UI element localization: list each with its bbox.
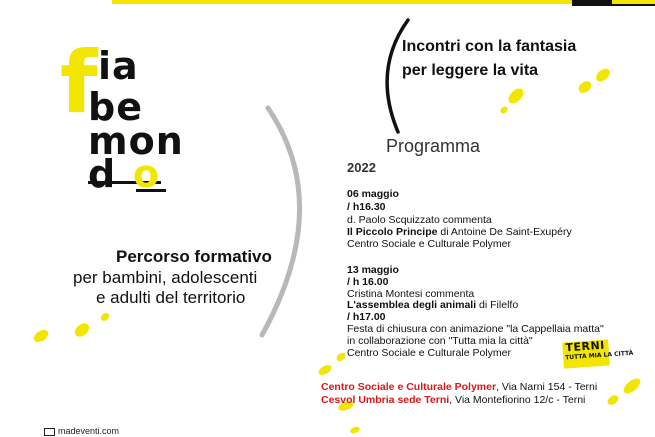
logo-big-f: f: [60, 33, 98, 133]
event2-time: / h 16.00: [347, 276, 389, 288]
logo-row-be: be: [88, 85, 143, 129]
event2-author: di Filelfo: [476, 299, 519, 311]
yellow-dot: [99, 311, 110, 322]
event2-time2: / h17.00: [347, 311, 386, 323]
yellow-dot: [576, 79, 593, 95]
badge-title: TERNI: [565, 338, 606, 355]
event2-date: 13 maggio: [347, 264, 399, 276]
location-2-address: , Via Montefiorino 12/c - Terni: [449, 394, 586, 406]
event2-book: L'assemblea degli animali: [347, 299, 477, 311]
event2-speaker: Cristina Montesi commenta: [347, 288, 475, 300]
event2-book-line: [347, 299, 518, 311]
location-1-address: , Via Narni 154 - Terni: [496, 381, 598, 393]
event1-date: 06 maggio: [347, 188, 399, 200]
location-1: [321, 381, 597, 393]
top-yellow-band: [112, 0, 572, 4]
logo-accent-o: o: [133, 152, 161, 196]
event1-speaker: d. Paolo Scquizzato commenta: [347, 214, 492, 226]
terni-badge: [562, 338, 634, 368]
event2-closing: Festa di chiusura con animazione "la Cappellaia matta": [347, 323, 604, 335]
brand-mark-icon: [44, 428, 55, 436]
yellow-dot: [499, 105, 509, 115]
yellow-dot: [506, 86, 527, 107]
yellow-dot: [32, 327, 51, 344]
location-2: [321, 394, 585, 406]
location-1-name: Centro Sociale e Culturale Polymer: [321, 381, 497, 393]
footer-brand-text: madeventi.com: [58, 426, 120, 436]
event1-author: di Antoine De Saint-Exupéry: [437, 226, 572, 238]
yellow-dot: [606, 393, 620, 406]
yellow-dot: [349, 425, 360, 434]
tagline-line-1: Incontri con la fantasia: [402, 38, 577, 55]
yellow-dot: [335, 351, 347, 363]
gray-arc: [262, 108, 300, 335]
program-year: 2022: [347, 160, 376, 175]
course-line-2: per bambini, adolescenti: [73, 268, 258, 287]
badge-subtitle: TUTTA MIA LA CITTÀ: [564, 349, 634, 362]
yellow-dot: [317, 363, 333, 377]
event1-time: / h16.30: [347, 201, 386, 213]
course-line-3: e adulti del territorio: [96, 288, 246, 307]
yellow-dot: [72, 321, 91, 340]
program-heading: Programma: [386, 136, 481, 156]
event1-book-line: [347, 226, 572, 238]
logo-row-mon: mon: [88, 119, 184, 163]
event2-collab: in collaborazione con "Tutta mia la città": [347, 335, 533, 347]
yellow-dot: [621, 376, 643, 397]
logo-row-d: d: [88, 152, 117, 196]
yellow-dot: [594, 66, 613, 84]
location-2-name: Cesvol Umbria sede Terni: [321, 394, 450, 406]
event1-book: Il Piccolo Principe: [347, 226, 438, 238]
logo-row-ia: ia: [98, 44, 139, 88]
tagline-line-2: per leggere la vita: [402, 62, 539, 79]
event1-venue: Centro Sociale e Culturale Polymer: [347, 238, 511, 250]
course-title: Percorso formativo: [116, 247, 272, 266]
top-yellow-corner: [612, 0, 655, 4]
footer-brand[interactable]: [44, 426, 119, 436]
event2-venue: Centro Sociale e Culturale Polymer: [347, 347, 511, 359]
